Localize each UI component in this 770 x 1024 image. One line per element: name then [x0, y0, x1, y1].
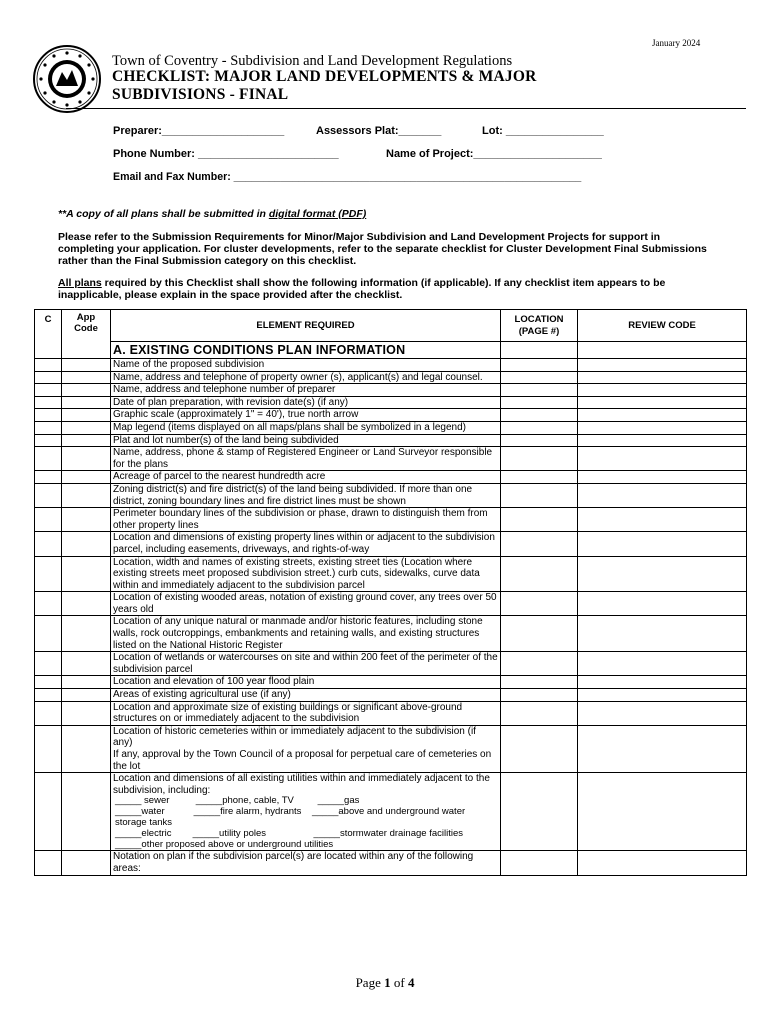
utilities-checklist-line[interactable]: _____water _____fire alarm, hydrants _____above and underground water storage tanks	[115, 806, 468, 828]
title-line-2: SUBDIVISIONS - FINAL	[112, 86, 289, 103]
app-code-cell[interactable]	[62, 556, 111, 592]
title-line-1: CHECKLIST: MAJOR LAND DEVELOPMENTS & MAJOR	[112, 68, 537, 85]
location-cell[interactable]	[501, 409, 578, 422]
review-code-cell[interactable]	[578, 676, 747, 689]
digital-format-note	[58, 208, 618, 220]
review-code-cell[interactable]	[578, 359, 747, 372]
app-code-cell[interactable]	[62, 396, 111, 409]
app-code-cell[interactable]	[62, 384, 111, 397]
element-required-cell	[111, 725, 501, 772]
location-cell[interactable]	[501, 616, 578, 652]
table-row	[35, 396, 747, 409]
review-code-cell[interactable]	[578, 592, 747, 616]
element-required-cell: Location and approximate size of existing buildings or significant above-ground structures on or immediately adjacent to the subdivision	[111, 701, 501, 725]
section-a-title: A. EXISTING CONDITIONS PLAN INFORMATION	[111, 342, 501, 359]
table-row	[35, 689, 747, 702]
table-row	[35, 421, 747, 434]
column-app-code-header	[62, 310, 111, 359]
location-cell[interactable]	[501, 342, 578, 359]
review-code-cell[interactable]	[578, 701, 747, 725]
assessors-plat-field[interactable]: Assessors Plat:_______	[316, 125, 442, 137]
element-text: Location of historic cemeteries within or immediately adjacent to the subdivision (if any)	[113, 725, 476, 749]
app-code-cell[interactable]	[62, 652, 111, 676]
element-required-cell: Location of existing wooded areas, notation of existing ground cover, any trees over 50 years old	[111, 592, 501, 616]
element-required-cell: Zoning district(s) and fire district(s) of the land being subdivided. If more than one district, zoning boundary lines and fire district lines must be shown	[111, 483, 501, 507]
lot-field[interactable]: Lot: ________________	[482, 125, 604, 137]
element-required-cell: Perimeter boundary lines of the subdivision or phase, drawn to distinguish them from other property lines	[111, 508, 501, 532]
review-code-cell[interactable]	[578, 384, 747, 397]
location-cell[interactable]	[501, 384, 578, 397]
element-required-cell: Name of the proposed subdivision	[111, 359, 501, 372]
review-code-cell[interactable]	[578, 483, 747, 507]
project-name-field[interactable]: Name of Project:_____________________	[386, 148, 602, 160]
review-code-cell[interactable]	[578, 434, 747, 447]
utilities-checklist-line[interactable]: _____electric _____utility poles _____stormwater drainage facilities	[115, 827, 463, 839]
review-code-cell[interactable]	[578, 773, 747, 851]
element-required-cell: Name, address and telephone number of preparer	[111, 384, 501, 397]
complete-checkbox-cell[interactable]	[35, 851, 62, 875]
location-cell[interactable]	[501, 652, 578, 676]
app-code-cell[interactable]	[62, 616, 111, 652]
app-code-cell[interactable]	[62, 447, 111, 471]
document-date: January 2024	[652, 38, 701, 48]
app-code-cell[interactable]	[62, 483, 111, 507]
app-code-cell[interactable]	[62, 421, 111, 434]
review-code-cell[interactable]	[578, 447, 747, 471]
utilities-checklist-line[interactable]: _____ sewer _____phone, cable, TV _____gas	[115, 795, 360, 807]
location-cell[interactable]	[501, 689, 578, 702]
utilities-intro: Location and dimensions of all existing utilities within and immediately adjacent to the subdivision, including:	[113, 773, 493, 796]
review-code-cell[interactable]	[578, 342, 747, 359]
location-cell[interactable]	[501, 471, 578, 484]
section-a-row	[35, 342, 747, 359]
page-footer	[0, 975, 770, 991]
complete-checkbox-cell[interactable]	[35, 508, 62, 532]
table-row	[35, 471, 747, 484]
app-code-cell[interactable]	[62, 471, 111, 484]
complete-checkbox-cell[interactable]	[35, 409, 62, 422]
page-of-label: of	[390, 975, 408, 990]
complete-checkbox-cell[interactable]	[35, 725, 62, 772]
regulations-subtitle: Town of Coventry - Subdivision and Land Development Regulations	[112, 53, 513, 69]
review-code-cell[interactable]	[578, 689, 747, 702]
app-code-cell[interactable]	[62, 676, 111, 689]
code-label: Code	[74, 323, 98, 334]
app-code-cell[interactable]	[62, 592, 111, 616]
phone-number-field[interactable]: Phone Number: _______________________	[113, 148, 339, 160]
location-cell[interactable]	[501, 434, 578, 447]
column-location-header	[501, 310, 578, 342]
review-code-cell[interactable]	[578, 725, 747, 772]
digital-note-text: **A copy of all plans shall be submitted in	[58, 208, 269, 220]
element-text: If any, approval by the Town Council of a proposal for perpetual care of cemeteries on the lot	[113, 749, 492, 772]
complete-checkbox-cell[interactable]	[35, 384, 62, 397]
table-row	[35, 434, 747, 447]
app-code-cell[interactable]	[62, 371, 111, 384]
table-row	[35, 447, 747, 471]
complete-checkbox-cell[interactable]	[35, 447, 62, 471]
column-element-header: ELEMENT REQUIRED	[111, 310, 501, 342]
element-required-cell: Name, address, phone & stamp of Registered Engineer or Land Surveyor responsible for the plans	[111, 447, 501, 471]
element-required-cell: Name, address and telephone of property owner (s), applicant(s) and legal counsel.	[111, 371, 501, 384]
table-row	[35, 384, 747, 397]
location-cell[interactable]	[501, 359, 578, 372]
review-code-cell[interactable]	[578, 371, 747, 384]
table-row	[35, 616, 747, 652]
review-code-cell[interactable]	[578, 851, 747, 875]
complete-checkbox-cell[interactable]	[35, 483, 62, 507]
element-required-cell: Location of wetlands or watercourses on site and within 200 feet of the perimeter of the subdivision parcel	[111, 652, 501, 676]
element-required-cell: Areas of existing agricultural use (if any)	[111, 689, 501, 702]
table-row	[35, 556, 747, 592]
location-cell[interactable]	[501, 483, 578, 507]
table-row	[35, 371, 747, 384]
location-cell[interactable]	[501, 773, 578, 851]
complete-checkbox-cell[interactable]	[35, 676, 62, 689]
column-c-header: C	[35, 310, 62, 359]
element-required-cell: Plat and lot number(s) of the land being subdivided	[111, 434, 501, 447]
location-cell[interactable]	[501, 676, 578, 689]
app-code-cell[interactable]	[62, 434, 111, 447]
review-code-cell[interactable]	[578, 396, 747, 409]
checklist-table	[34, 309, 747, 876]
complete-checkbox-cell[interactable]	[35, 652, 62, 676]
page-label: Page	[355, 975, 385, 990]
element-required-cell: Map legend (items displayed on all maps/plans shall be symbolized in a legend)	[111, 421, 501, 434]
complete-checkbox-cell[interactable]	[35, 371, 62, 384]
table-row	[35, 359, 747, 372]
table-row	[35, 508, 747, 532]
page-number: 1	[384, 975, 391, 990]
table-row	[35, 483, 747, 507]
table-header-row	[35, 310, 747, 342]
element-required-cell: Date of plan preparation, with revision date(s) (if any)	[111, 396, 501, 409]
review-code-cell[interactable]	[578, 409, 747, 422]
email-fax-field[interactable]: Email and Fax Number: ___________________________________________________________	[113, 171, 582, 183]
all-plans-text: required by this Checklist shall show the following information (if applicable). If any checklist item appears to be inapplicable, please explain in the space provided after the checklist.	[58, 277, 666, 302]
page-number-label: (PAGE #)	[518, 325, 560, 337]
complete-checkbox-cell[interactable]	[35, 701, 62, 725]
location-cell[interactable]	[501, 725, 578, 772]
location-cell[interactable]	[501, 556, 578, 592]
all-plans-label: All plans	[58, 277, 102, 289]
location-cell[interactable]	[501, 532, 578, 556]
review-code-cell[interactable]	[578, 652, 747, 676]
complete-checkbox-cell[interactable]	[35, 592, 62, 616]
app-label: App	[76, 312, 96, 323]
complete-checkbox-cell[interactable]	[35, 616, 62, 652]
app-code-cell[interactable]	[62, 532, 111, 556]
element-required-cell	[111, 773, 501, 851]
table-row	[35, 592, 747, 616]
town-seal-icon	[32, 44, 102, 114]
table-row	[35, 652, 747, 676]
table-row	[35, 532, 747, 556]
app-code-cell[interactable]	[62, 773, 111, 851]
table-row	[35, 725, 747, 772]
app-code-cell[interactable]	[62, 359, 111, 372]
complete-checkbox-cell[interactable]	[35, 359, 62, 372]
complete-checkbox-cell[interactable]	[35, 532, 62, 556]
table-row	[35, 773, 747, 851]
preparer-field[interactable]: Preparer:____________________	[113, 125, 285, 137]
complete-checkbox-cell[interactable]	[35, 396, 62, 409]
review-code-cell[interactable]	[578, 556, 747, 592]
app-code-cell[interactable]	[62, 851, 111, 875]
location-cell[interactable]	[501, 371, 578, 384]
all-plans-note	[58, 277, 708, 301]
review-code-cell[interactable]	[578, 532, 747, 556]
page-total: 4	[407, 975, 415, 990]
review-code-cell[interactable]	[578, 508, 747, 532]
header-divider	[66, 108, 746, 109]
app-code-cell[interactable]	[62, 725, 111, 772]
complete-checkbox-cell[interactable]	[35, 471, 62, 484]
app-code-cell[interactable]	[62, 701, 111, 725]
location-cell[interactable]	[501, 508, 578, 532]
element-required-cell: Location of any unique natural or manmade and/or historic features, including stone walls, rock outcroppings, embankments and retaining walls, and existing structures listed on the National Historic Register	[111, 616, 501, 652]
location-label: LOCATION	[514, 313, 564, 325]
location-cell[interactable]	[501, 592, 578, 616]
digital-format-text: digital format (PDF)	[268, 208, 367, 220]
app-code-cell[interactable]	[62, 409, 111, 422]
complete-checkbox-cell[interactable]	[35, 434, 62, 447]
submission-requirements-note: Please refer to the Submission Requirements for Minor/Major Subdivision and Land Development Projects for support in completing your application. For cluster developments, refer to the separate checklist for Cluster Development Final Submissions rather than the Final Submission category on this checklist.	[58, 231, 707, 268]
element-required-cell: Location and elevation of 100 year flood plain	[111, 676, 501, 689]
location-cell[interactable]	[501, 396, 578, 409]
element-required-cell: Graphic scale (approximately 1" = 40'), true north arrow	[111, 409, 501, 422]
table-row	[35, 701, 747, 725]
review-code-cell[interactable]	[578, 471, 747, 484]
complete-checkbox-cell[interactable]	[35, 773, 62, 851]
location-cell[interactable]	[501, 421, 578, 434]
element-required-cell: Location, width and names of existing streets, existing street ties (Location where existing streets meet proposed subdivision street.) curb cuts, sidewalks, curve data within and immediately adjacent to the subdivision parcel	[111, 556, 501, 592]
review-code-cell[interactable]	[578, 616, 747, 652]
element-required-cell: Location and dimensions of existing property lines within or adjacent to the subdivision parcel, including easements, driveways, and rights-of-way	[111, 532, 501, 556]
table-row	[35, 676, 747, 689]
app-code-cell[interactable]	[62, 508, 111, 532]
complete-checkbox-cell[interactable]	[35, 556, 62, 592]
location-cell[interactable]	[501, 851, 578, 875]
complete-checkbox-cell[interactable]	[35, 689, 62, 702]
review-code-cell[interactable]	[578, 421, 747, 434]
table-row	[35, 851, 747, 875]
app-code-cell[interactable]	[62, 689, 111, 702]
element-required-cell: Notation on plan if the subdivision parcel(s) are located within any of the following areas:	[111, 851, 501, 875]
location-cell[interactable]	[501, 447, 578, 471]
column-review-code-header: REVIEW CODE	[578, 310, 747, 342]
utilities-checklist-line[interactable]: _____other proposed above or underground utilities	[115, 838, 334, 850]
location-cell[interactable]	[501, 701, 578, 725]
complete-checkbox-cell[interactable]	[35, 421, 62, 434]
element-required-cell: Acreage of parcel to the nearest hundredth acre	[111, 471, 501, 484]
table-row	[35, 409, 747, 422]
page-title	[112, 68, 536, 104]
